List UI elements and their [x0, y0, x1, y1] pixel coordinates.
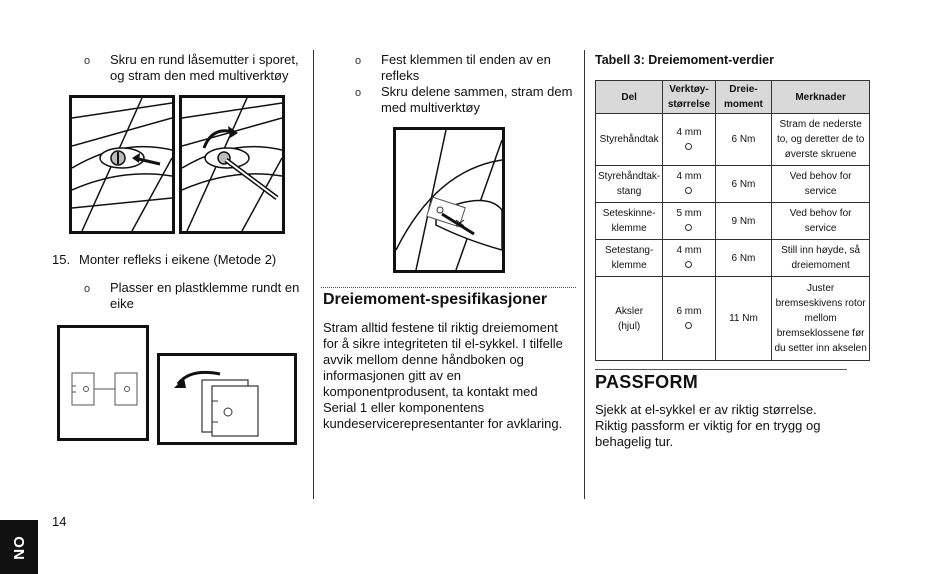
cell-line: 4 mm	[676, 171, 702, 182]
bullet-marker: o	[355, 55, 362, 67]
text-line: Serial 1 eller komponentens	[323, 400, 485, 415]
header-line: moment	[724, 99, 763, 110]
cell-line: Setestang-	[604, 245, 654, 256]
hex-bit-icon	[685, 261, 692, 268]
header-line: Merknader	[795, 91, 846, 103]
torque-cell: 6 Nm	[715, 240, 772, 277]
wheel-illustration	[182, 98, 282, 231]
cell-line: bremseskivens rotor	[775, 298, 866, 309]
header-line: Dreie-	[729, 84, 758, 95]
figure-nut-tighten	[179, 95, 285, 234]
section-rule	[321, 287, 576, 288]
note-cell	[772, 166, 870, 203]
instruction-text	[110, 280, 299, 312]
cell-line: Still inn høyde, så	[781, 245, 861, 256]
section-title: Dreiemoment-spesifikasjoner	[323, 291, 548, 308]
text-line: informasjonen gitt av en	[323, 368, 462, 383]
instruction-text	[381, 84, 572, 116]
column-header	[715, 81, 772, 114]
table-header-row	[596, 81, 870, 114]
torque-cell: 6 Nm	[715, 166, 772, 203]
instruction-text	[110, 52, 299, 84]
hex-bit-icon	[685, 143, 692, 150]
cell-line: Juster	[807, 283, 835, 294]
clamp-illustration	[160, 356, 294, 442]
bullet-marker: o	[84, 55, 91, 67]
text-line: behagelig tur.	[595, 434, 674, 449]
cell-line: du setter inn akselen	[774, 343, 867, 354]
cell-line: Ved behov for	[789, 171, 852, 182]
section-title: PASSFORM	[595, 372, 699, 392]
note-cell	[772, 203, 870, 240]
column-divider	[313, 50, 314, 499]
cell-line: Seteskinne-	[602, 208, 656, 219]
cell-line: 6 mm	[676, 305, 702, 317]
cell-line: bremseklossene før	[776, 328, 865, 339]
cell-line: Styrehåndtak	[599, 134, 659, 145]
text-line: Skru en rund låsemutter i sporet,	[110, 52, 299, 67]
cell-line: (hjul)	[618, 320, 641, 332]
table-row	[596, 166, 870, 203]
bullet-marker: o	[84, 283, 91, 295]
cell-line: service	[804, 186, 837, 197]
torque-cell: 9 Nm	[715, 203, 772, 240]
text-line: Stram alltid festene til riktig dreiemoment	[323, 320, 558, 335]
part-cell	[596, 166, 663, 203]
part-cell	[596, 203, 663, 240]
column-divider	[584, 50, 585, 499]
table-row	[596, 277, 870, 361]
note-cell	[772, 240, 870, 277]
cell-line: Ved behov for	[789, 208, 852, 219]
figure-clamp-close	[157, 353, 297, 445]
cell-line: Aksler	[615, 305, 644, 317]
cell-line: 4 mm	[676, 245, 702, 256]
text-line: Skru delene sammen, stram dem	[381, 84, 573, 99]
figure-clamp-open	[57, 325, 149, 441]
torque-cell: 11 Nm	[715, 277, 772, 361]
text-line: Fest klemmen til enden av en	[381, 52, 551, 67]
table-row	[596, 203, 870, 240]
page-number: 14	[52, 514, 67, 529]
cell-line: 4 mm	[676, 126, 702, 138]
reflector-illustration	[396, 130, 502, 270]
cell-line: stang	[616, 186, 642, 197]
text-line: kundeservicerepresentanter for avklaring.	[323, 416, 563, 431]
cell-line: klemme	[611, 223, 647, 234]
hex-bit-icon	[685, 322, 692, 329]
tool-cell	[663, 240, 715, 277]
cell-line: mellom	[804, 313, 837, 324]
cell-line: dreiemoment	[791, 260, 850, 271]
text-line: avvik mellom denne håndboken og	[323, 352, 524, 367]
section-paragraph	[323, 320, 563, 432]
header-line: Del	[621, 91, 637, 103]
text-line: komponentprodusent, ta kontakt med	[323, 384, 538, 399]
section-paragraph	[595, 402, 820, 450]
text-line: eike	[110, 296, 134, 311]
table-row	[596, 114, 870, 166]
step-text: Monter refleks i eikene (Metode 2)	[79, 252, 277, 267]
table-title: Tabell 3: Dreiemoment-verdier	[595, 53, 774, 67]
hex-bit-icon	[685, 224, 692, 231]
cell-line: 5 mm	[676, 208, 702, 219]
text-line: Riktig passform er viktig for en trygg og	[595, 418, 821, 433]
text-line: Sjekk at el-sykkel er av riktig størrelse.	[595, 402, 817, 417]
text-line: refleks	[381, 68, 420, 83]
text-line: for å sikre integriteten til el-sykkel. I tilfelle	[323, 336, 563, 351]
instruction-text	[381, 52, 551, 84]
cell-line: to, og deretter de to	[776, 134, 865, 145]
tool-cell	[663, 166, 715, 203]
column-header	[772, 81, 870, 114]
figure-reflector-mounted	[393, 127, 505, 273]
language-tab	[0, 520, 38, 574]
header-line: Verktøy-	[669, 84, 709, 95]
hex-bit-icon	[685, 187, 692, 194]
torque-table	[595, 80, 870, 361]
text-line: med multiverktøy	[381, 100, 480, 115]
header-line: størrelse	[667, 99, 711, 110]
text-line: og stram den med multiverktøy	[110, 68, 289, 83]
part-cell	[596, 240, 663, 277]
figure-nut-insert	[69, 95, 175, 234]
cell-line: øverste skruene	[784, 149, 857, 160]
cell-line: Styrehåndtak-	[598, 171, 661, 182]
clamp-illustration	[60, 328, 146, 438]
part-cell	[596, 114, 663, 166]
note-cell	[772, 277, 870, 361]
language-tab-label: NO	[10, 534, 28, 560]
section-rule	[595, 369, 847, 370]
column-header	[663, 81, 715, 114]
table-row	[596, 240, 870, 277]
cell-line: Stram de nederste	[779, 119, 862, 130]
bullet-marker: o	[355, 87, 362, 99]
tool-cell	[663, 277, 715, 361]
text-line: Plasser en plastklemme rundt en	[110, 280, 300, 295]
wheel-illustration	[72, 98, 172, 231]
column-header	[596, 81, 663, 114]
tool-cell	[663, 203, 715, 240]
note-cell	[772, 114, 870, 166]
tool-cell	[663, 114, 715, 166]
step-number: 15.	[52, 252, 71, 267]
torque-cell: 6 Nm	[715, 114, 772, 166]
cell-line: klemme	[611, 260, 647, 271]
part-cell	[596, 277, 663, 361]
cell-line: service	[804, 223, 837, 234]
